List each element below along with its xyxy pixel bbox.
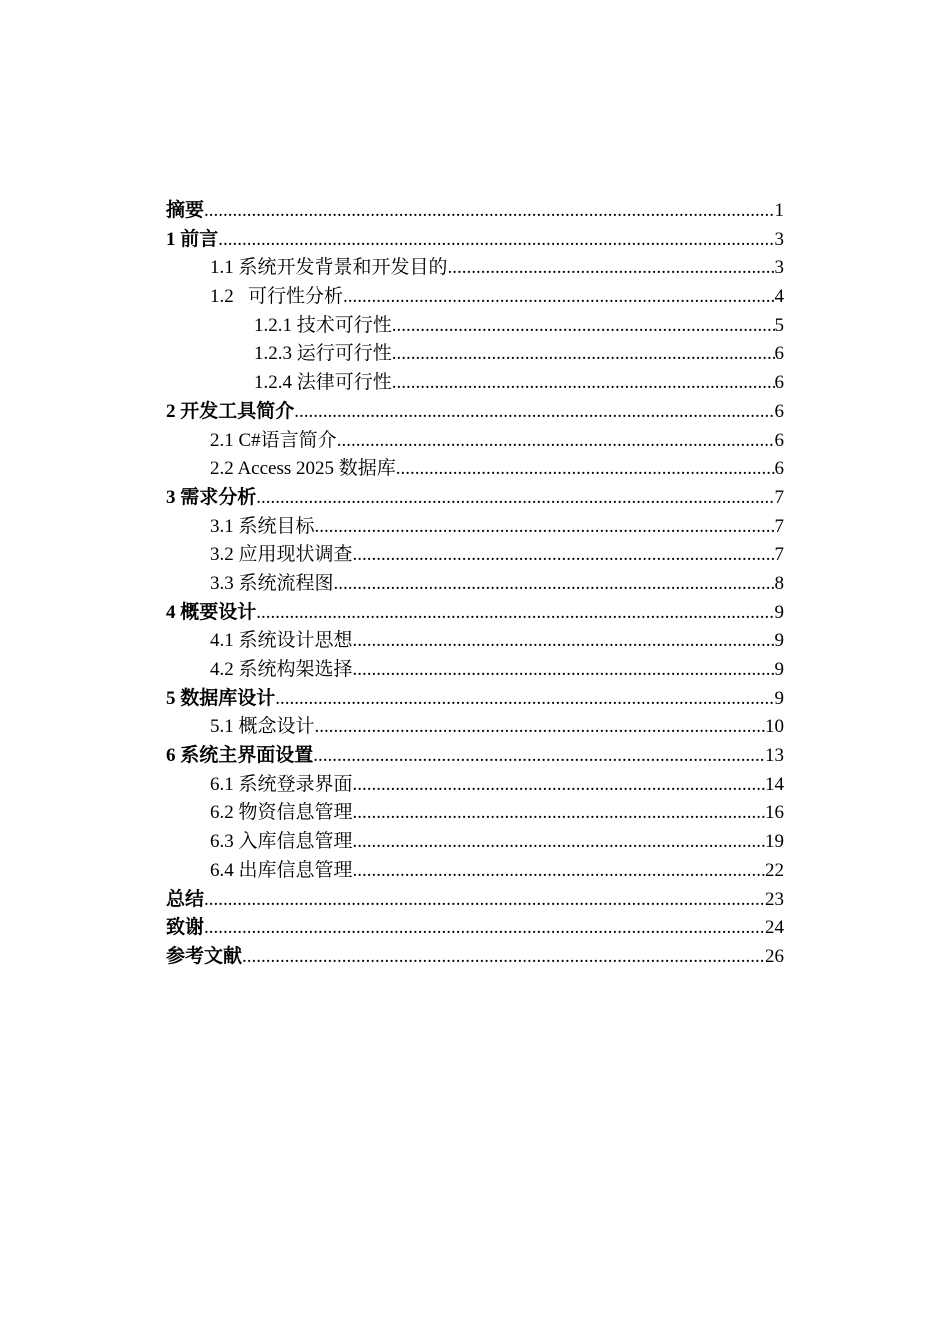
toc-dot-leader (204, 886, 765, 915)
toc-entry[interactable] (166, 742, 784, 771)
toc-dot-leader (353, 799, 765, 828)
toc-entry-title: 3 需求分析 (166, 486, 257, 508)
toc-entry[interactable] (166, 484, 784, 513)
toc-dot-leader (204, 197, 774, 226)
toc-dot-leader (392, 312, 775, 341)
toc-entry[interactable] (166, 427, 784, 456)
toc-entry-page: 9 (774, 630, 784, 652)
toc-entry-page: 10 (765, 716, 784, 738)
toc-dot-leader (315, 713, 765, 742)
toc-entry[interactable] (166, 799, 784, 828)
toc-entry-page: 13 (765, 745, 784, 767)
toc-entry[interactable] (166, 713, 784, 742)
toc-entry-title: 6.3 入库信息管理 (210, 831, 353, 853)
toc-entry-title: 4.1 系统设计思想 (210, 630, 353, 652)
toc-entry-title: 3.3 系统流程图 (210, 572, 334, 594)
toc-entry-page: 19 (765, 831, 784, 853)
toc-entry-title: 1.2.1 技术可行性 (254, 314, 392, 336)
toc-entry-title: 1.2.3 运行可行性 (254, 343, 392, 365)
toc-entry[interactable] (166, 197, 784, 226)
toc-dot-leader (353, 771, 765, 800)
toc-entry-page: 6 (774, 458, 784, 480)
toc-entry-title: 3.1 系统目标 (210, 515, 315, 537)
toc-entry-page: 6 (774, 343, 784, 365)
toc-entry-page: 23 (765, 888, 784, 910)
toc-entry[interactable] (166, 943, 784, 972)
toc-entry[interactable] (166, 513, 784, 542)
toc-entry[interactable] (166, 340, 784, 369)
toc-dot-leader (392, 340, 775, 369)
toc-entry-page: 9 (774, 687, 784, 709)
toc-dot-leader (218, 226, 774, 255)
toc-entry[interactable] (166, 398, 784, 427)
toc-entry[interactable] (166, 828, 784, 857)
toc-entry-page: 3 (774, 257, 784, 279)
toc-dot-leader (242, 943, 765, 972)
toc-dot-leader (256, 599, 774, 628)
toc-entry-title: 6.1 系统登录界面 (210, 773, 353, 795)
toc-entry-page: 9 (774, 601, 784, 623)
toc-entry-title: 2 开发工具简介 (166, 400, 295, 422)
toc-dot-leader (353, 828, 765, 857)
table-of-contents (166, 197, 784, 972)
toc-dot-leader (396, 455, 775, 484)
toc-entry-page: 14 (765, 773, 784, 795)
toc-entry-title: 6.4 出库信息管理 (210, 859, 353, 881)
toc-dot-leader (343, 283, 774, 312)
toc-entry[interactable] (166, 771, 784, 800)
toc-entry[interactable] (166, 369, 784, 398)
toc-entry[interactable] (166, 656, 784, 685)
toc-entry-title: 1.1 系统开发背景和开发目的 (210, 257, 448, 279)
toc-dot-leader (337, 427, 775, 456)
toc-entry-page: 6 (774, 372, 784, 394)
toc-entry-page: 3 (774, 228, 784, 250)
toc-entry-page: 5 (774, 314, 784, 336)
toc-entry-title: 1.2 可行性分析 (210, 286, 344, 308)
toc-entry-title: 6.2 物资信息管理 (210, 802, 353, 824)
toc-entry-page: 7 (774, 544, 784, 566)
toc-entry[interactable] (166, 254, 784, 283)
toc-entry[interactable] (166, 857, 784, 886)
toc-dot-leader (204, 914, 765, 943)
toc-dot-leader (313, 742, 765, 771)
toc-entry-page: 24 (765, 917, 784, 939)
toc-entry-page: 6 (774, 400, 784, 422)
toc-entry[interactable] (166, 455, 784, 484)
toc-entry[interactable] (166, 627, 784, 656)
toc-entry-title: 5 数据库设计 (166, 687, 276, 709)
toc-dot-leader (256, 484, 774, 513)
toc-entry-title: 总结 (166, 888, 205, 910)
toc-entry-title: 4.2 系统构架选择 (210, 659, 353, 680)
toc-entry-title: 6 系统主界面设置 (166, 745, 314, 767)
toc-dot-leader (294, 398, 774, 427)
toc-entry-page: 8 (774, 572, 784, 594)
toc-entry-page: 4 (774, 286, 784, 308)
toc-dot-leader (334, 570, 775, 599)
toc-entry-page: 16 (765, 802, 784, 824)
toc-entry[interactable] (166, 541, 784, 570)
toc-entry-title: 4 概要设计 (166, 601, 257, 623)
toc-entry-title: 2.1 C#语言简介 (210, 429, 337, 451)
toc-entry-title: 致谢 (166, 917, 205, 939)
toc-entry-title: 参考文献 (166, 945, 243, 967)
toc-dot-leader (448, 254, 775, 283)
toc-entry-page: 22 (765, 859, 784, 881)
toc-dot-leader (353, 627, 775, 656)
toc-entry-title: 5.1 概念设计 (210, 716, 315, 738)
toc-dot-leader (353, 541, 775, 570)
toc-entry-page: 1 (774, 200, 784, 221)
toc-entry-page: 6 (774, 429, 784, 451)
toc-entry[interactable] (166, 685, 784, 714)
toc-entry-title: 1 前言 (166, 228, 219, 250)
toc-dot-leader (392, 369, 775, 398)
toc-entry-page: 7 (774, 515, 784, 537)
toc-entry-title: 摘要 (166, 200, 205, 221)
toc-entry-page: 26 (765, 945, 784, 967)
toc-entry-page: 9 (774, 659, 784, 680)
toc-entry[interactable] (166, 570, 784, 599)
toc-dot-leader (353, 857, 765, 886)
toc-entry[interactable] (166, 226, 784, 255)
toc-dot-leader (353, 656, 775, 685)
toc-entry[interactable] (166, 283, 784, 312)
toc-entry-page: 7 (774, 486, 784, 508)
toc-dot-leader (275, 685, 774, 714)
toc-entry-title: 3.2 应用现状调查 (210, 544, 353, 566)
toc-entry[interactable] (166, 312, 784, 341)
toc-entry[interactable] (166, 914, 784, 943)
toc-entry[interactable] (166, 599, 784, 628)
toc-entry[interactable] (166, 886, 784, 915)
toc-entry-title: 2.2 Access 2025 数据库 (210, 458, 396, 480)
toc-dot-leader (315, 513, 775, 542)
toc-entry-title: 1.2.4 法律可行性 (254, 372, 392, 394)
